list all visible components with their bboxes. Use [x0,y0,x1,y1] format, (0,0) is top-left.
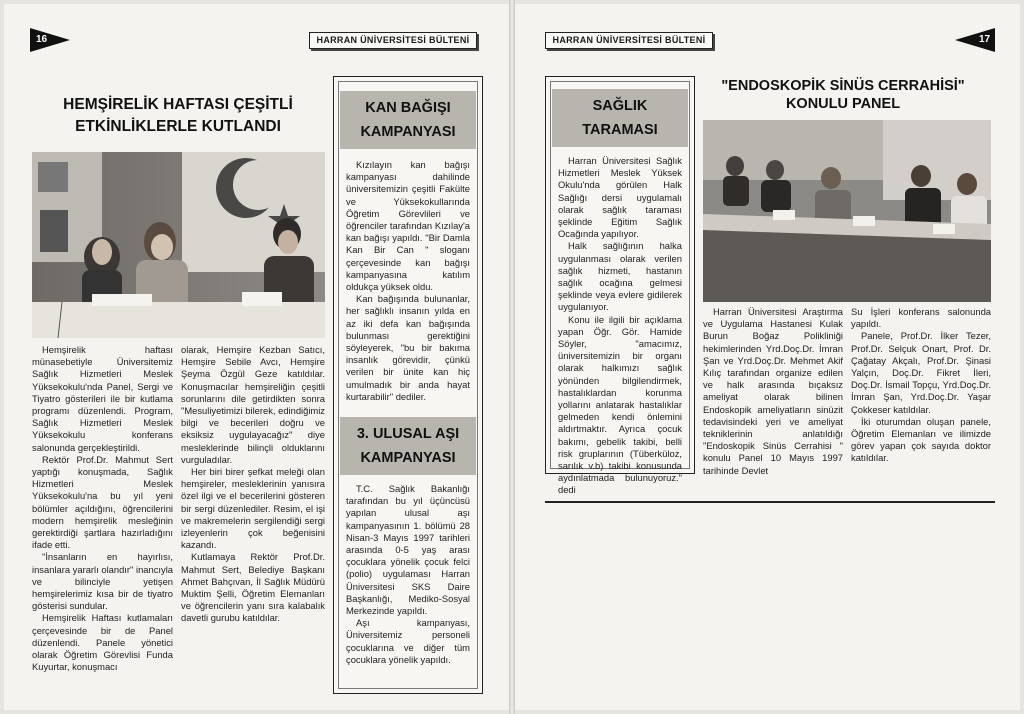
saglik-taramasi-title: SAĞLIK TARAMASI [552,89,688,147]
laparaskopik-column-1 [549,508,685,700]
endoskopik-panel-image [703,120,991,302]
endoskopik-column-2: Su İşleri konferans salonunda yapıldı. Panele, Prof.Dr. İlker Tezer, Prof.Dr. Selçuk Onart, Prof. Dr. Çağatay Akçalı, Prof.Dr. Şinasi Yalçın, Doç.Dr. Fikret İleri, Doç.Dr. İsmail Topçu, Yrd.Doç.Dr. İmran Şan, Yrd.Doç.Dr. Yaşar Çokkeser katıldılar. İki oturumdan oluşan panele, Öğretim Elemanları ve ilimizde görev yapan çok sayıda doktor katıldılar. [851,306,991,464]
laparaskopik-rule [545,501,995,503]
page-16 [4,4,509,710]
laparaskopik-column-3 [849,508,991,700]
nurses-panel-photo [32,152,325,338]
nurses-panel-image [32,152,325,338]
endoskopik-column-1: Harran Üniversitesi Araştırma ve Uygulama Hastanesi Kulak Burun Boğaz Polikliniği hekimlerinden Yrd.Doç.Dr. İmran Şan ve Yrd.Doç.Dr. Mehmet Akif Kılıç tarafından organize edilen ve halk arasında bıçaksız ameliyat olarak bilinen Endoskopik ameliyatların sinüzit tedavisindeki yeri ve ameliyat tekniklerinin anlatıldığı "Endoskopik Sinüs Cerrahisi " konulu Panel 10 Mayıs 1997 tarihinde Devlet [703,306,843,476]
saglik-taramasi-text: Harran Üniversitesi Sağlık Hizmetleri Meslek Yüksek Okulu'nda görülen Halk Sağlığı dersi uygulamalı olarak sağlık taraması şeklinde Eğitim Sağlık Ocağında yapılıyor. Halk sağlığının halka uygulanması olarak verilen sağlık hizmeti, hastanın sağlık ocağına gelmesi şeklinde veya evlere gidilerek uygulanıyor. Konu ile ilgili bir açıklama yapan Öğr. Gör. Hamide Söyler, "amacımız, üniversitemizin bir organı olarak halkımızı sağlık yönünden bilgilendirmek, hastalıklardan korunma yollarını anlatarak hastalıklar gelmeden kendi önlemini aldırtmaktır. Ayrıca çocuk bakımı, gebelik takibi, belli risk gruplarının (Tüberküloz, sarılık v.b) takibi konusunda aydınlatmada bulunuyoruz." dedi [558,155,682,496]
header-left: HARRAN ÜNİVERSİTESİ BÜLTENİ [309,32,477,49]
hemsirelik-column-1: Hemşirelik haftası münasebetiyle Üniversitemiz Sağlık Hizmetleri Meslek Yüksekokulu'nda Panel, Sergi ve Tiyatro gösterileri ile bir kutlama programı düzenlendi. Program, Sağlık Hizmetleri Meslek Yüksekokulu konferans salonunda gerçekleştirildi. Rektör Prof.Dr. Mahmut Sert yaptığı konuşmada, Sağlık Hizmetleri Meslek Yüksekokulu'na bu yıl yeni bölümler açıldığını, öğrencilerini modern hemşirelik mesleğinin gerektirdiği şartlara hazırladığını ifade etti. "İnsanların en hayırlısı, insanlara yararlı olandır" inancıyla ve bilinciyle yetişen hemşirelerimiz kısa bir de tiyatro gösterisi sundular. Hemşirelik Haftası kutlamaları çerçevesinde bir de Panel düzenlendi. Panele yönetici olarak Öğretim Görevlisi Funda Kuyurtar, konuşmacı [32,344,173,673]
saglik-taramasi-box [545,76,695,496]
header-right: HARRAN ÜNİVERSİTESİ BÜLTENİ [545,32,713,49]
laparaskopik-column-2 [699,508,835,700]
sidebar-box-left [333,76,483,694]
hemsirelik-column-2: olarak, Hemşire Kezban Satıcı, Hemşire Sebile Avcı, Hemşire Şeyma Özgül Geze katıldılar. Konuşmacılar hemşireliğin çeşitli sorunlarını dile getirdikten sonra "Mesuliyetimizi bilerek, edindiğimiz bilgi ve becerileri doğru ve eksiksiz uygulayacağız" diye mesleklerinde bilinçli olduklarını vurguladılar. Her biri birer şefkat meleği olan hemşireler, mesleklerinin yanısıra özel ilgi ve el becerilerini gösteren bir sergi düzenlediler. Resim, el işi ve makremelerin sergilendiği sergi izleyenlerin çok beğenisini kazandı. Kutlamaya Rektör Prof.Dr. Mahmut Sert, Belediye Başkanı Ahmet Bahçıvan, İl Sağlık Müdürü Muktim Şelli, Öğretim Elemanları ve öğrencilerin yanı sıra kalabalık davetli gurubu katıldılar. [181,344,325,624]
kan-bagisi-title: KAN BAĞIŞI KAMPANYASI [340,91,476,149]
asi-kampanyasi-title: 3. ULUSAL AŞI KAMPANYASI [340,417,476,475]
endoskopik-headline: "ENDOSKOPİK SİNÜS CERRAHİSİ" KONULU PANEL [721,78,965,112]
page-17 [515,4,1020,710]
page-number-right: 17 [955,26,995,54]
hemsirelik-headline: HEMŞİRELİK HAFTASI ÇEŞİTLİ ETKİNLİKLERLE KUTLANDI [63,96,293,135]
asi-kampanyasi-text: T.C. Sağlık Bakanlığı tarafından bu yıl üçüncüsü yapılan ulusal aşı kampanyasının 1. bölümü 28 Nisan-3 Mayıs 1997 tarihleri arasında 0-5 yaş arası çocuklara yönelik çocuk felci (polio) uygulaması Harran Üniversitesi SKS Daire Başkanlığı, Mediko-Sosyal Merkezinde yapıldı. Aşı kampanyası, Üniversitemiz personeli çocuklarına ve diğer tüm çocuklara yönelik yapıldı. [346,483,470,665]
endoskopik-panel-photo [703,120,991,302]
kan-bagisi-text: Kızılayın kan bağışı kampanyası dahilinde üniversitemizin çeşitli Fakülte ve Yüksekokullarında Öğretim Görevlileri ve öğrenciler tarafından Kızılay'a kan bağışı yapıldı. "Bir Damla Kan Bir Can " sloganı çerçevesinde kan bağışı kampanyasına katılım oldukça yüksek oldu. Kan bağışında bulunanlar, her sağlıklı insanın yılda en az iki defa kan bağışında bulunması gerektiğini söyleyerek, "bu bir bakıma insanlık görevidir, çünkü verilen bir ünite kan hiç umulmadık bir anda hayat kurtarabilir" dediler. [346,159,470,402]
page-number-left: 16 [30,26,70,54]
